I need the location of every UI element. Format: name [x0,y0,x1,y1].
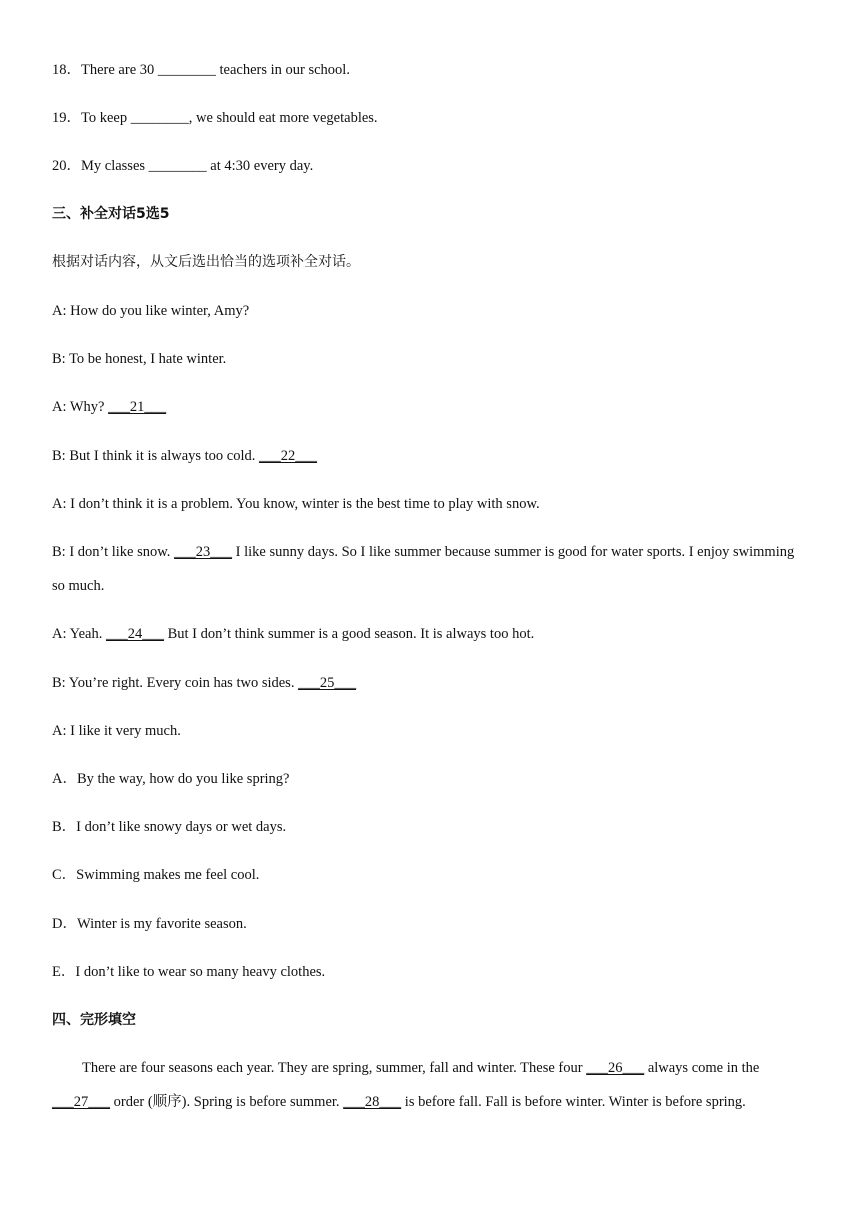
paragraph-text: always come in the [644,1060,760,1076]
blank-27: ___27___ [52,1094,110,1110]
dialogue-text: A: Yeah. [52,626,106,642]
paragraph-text: order (顺序). Spring is before summer. [110,1094,344,1110]
dialogue-line [52,535,808,603]
question-text: My classes ________ at 4:30 every day. [81,158,314,174]
question-20 [52,157,313,175]
section-3-heading: 三、补全对话5选5 [52,206,170,222]
option-e [52,963,325,981]
dialogue-line [52,625,534,643]
option-label: E． [52,964,76,980]
section-4-heading: 四、完形填空 [52,1012,136,1028]
question-number: 19． [52,110,81,126]
section-3-instruction: 根据对话内容，从文后选出恰当的选项补全对话。 [52,254,360,270]
blank-25: ___25___ [298,675,357,691]
question-19 [52,109,378,127]
blank-26: ___26___ [586,1060,645,1076]
blank-23: ___23___ [174,544,233,560]
blank-21: ___21___ [108,399,167,415]
dialogue-text: A: Why? [52,399,109,415]
dialogue-line: A: How do you like winter, Amy? [52,303,250,319]
option-a [52,770,290,788]
dialogue-text: B: You’re right. Every coin has two sides. [52,675,299,691]
option-text: By the way, how do you like spring? [76,771,290,787]
option-label: C． [52,867,77,883]
option-text: Swimming makes me feel cool. [76,867,260,883]
question-text: There are 30 ________ teachers in our school. [81,62,350,78]
option-label: B． [52,819,77,835]
dialogue-line [52,447,317,465]
question-number: 20． [52,158,81,174]
question-18 [52,61,350,79]
paragraph-text: is before fall. Fall is before winter. Winter is before spring. [401,1094,746,1110]
option-text: I don’t like snowy days or wet days. [76,819,287,835]
option-c [52,866,259,884]
paragraph-text: There are four seasons each year. They are spring, summer, fall and winter. These four [82,1060,587,1076]
blank-22: ___22___ [259,448,318,464]
dialogue-line [52,674,356,692]
option-label: D． [52,916,77,932]
option-text: I don’t like to wear so many heavy clothes. [75,964,326,980]
dialogue-line: A: I like it very much. [52,723,181,739]
option-label: A． [52,771,77,787]
option-b [52,818,286,836]
cloze-paragraph [52,1051,808,1119]
question-number: 18． [52,62,81,78]
dialogue-line: B: To be honest, I hate winter. [52,351,227,367]
dialogue-line: A: I don’t think it is a problem. You know, winter is the best time to play with snow. [52,496,540,512]
dialogue-text: But I don’t think summer is a good season. It is always too hot. [163,626,535,642]
dialogue-line [52,398,166,416]
option-d [52,915,247,933]
blank-28: ___28___ [343,1094,402,1110]
question-text: To keep ________, we should eat more vegetables. [81,110,378,126]
option-text: Winter is my favorite season. [76,916,247,932]
dialogue-text: B: I don’t like snow. [52,544,175,560]
dialogue-text: B: But I think it is always too cold. [52,448,260,464]
blank-24: ___24___ [105,626,164,642]
dialogue-text: I like sunny days. So I like summer because summer is good for water sports. I enjoy swimming so much. [52,544,795,594]
